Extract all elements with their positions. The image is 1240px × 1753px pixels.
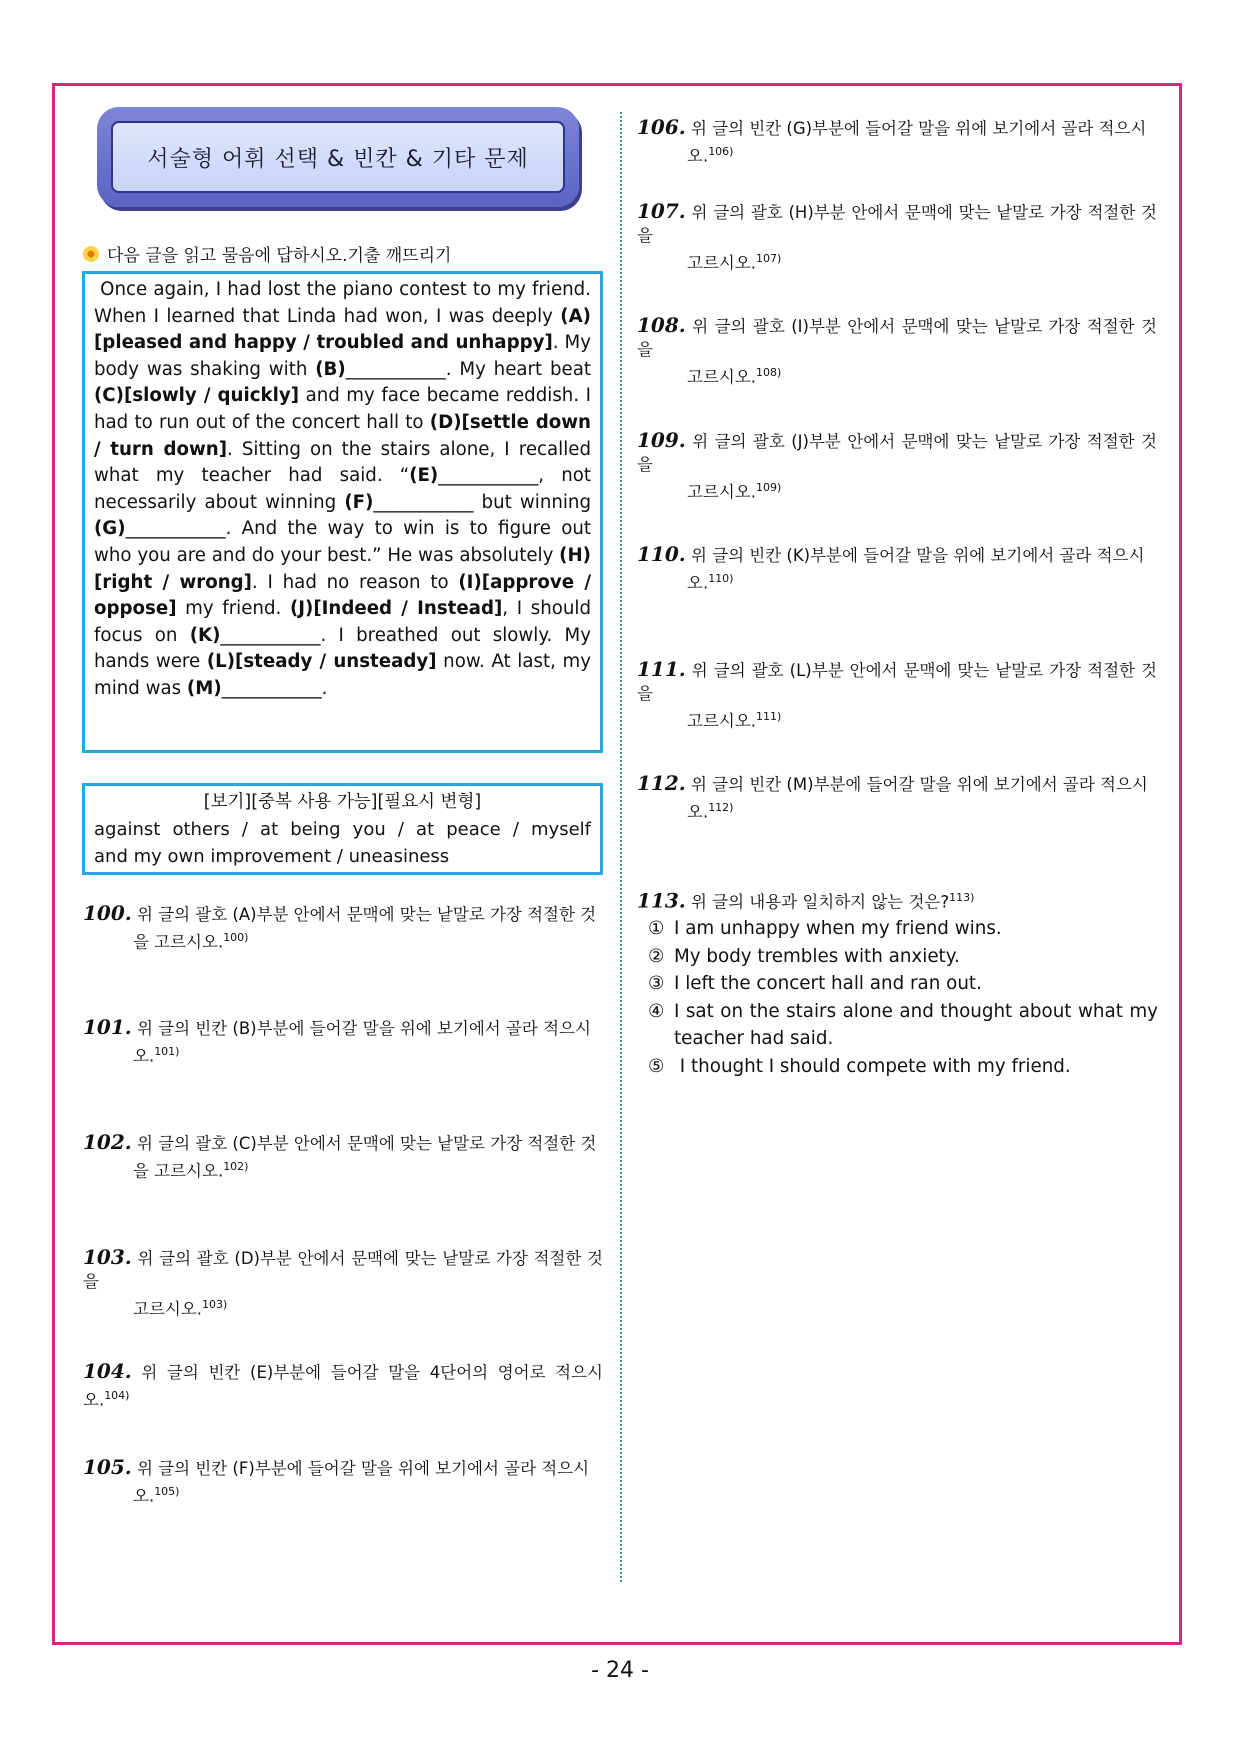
footnote-ref: 102)	[223, 1160, 249, 1173]
footnote-ref: 107)	[756, 252, 782, 265]
flower-icon	[83, 246, 99, 262]
question-text: 오.	[687, 802, 709, 822]
question-number: 104.	[83, 1359, 132, 1383]
choice-d: (D)[settle down / turn down]	[94, 411, 591, 460]
question-102	[83, 1131, 603, 1183]
question-number: 103.	[83, 1245, 132, 1269]
passage-text: . My body was shaking with	[94, 332, 591, 380]
question-text: 오.	[687, 146, 709, 166]
footnote-ref: 109)	[756, 481, 782, 494]
choice-c: (C)[slowly / quickly]	[94, 385, 300, 407]
passage-text: . I had no reason to	[251, 571, 459, 593]
question-text: 을 고르시오.	[133, 932, 224, 952]
blank-g: (G)	[94, 518, 126, 540]
choice-l: (L)[steady / unsteady]	[206, 651, 437, 673]
footnote-ref: 103)	[202, 1298, 228, 1311]
footnote-ref: 108)	[756, 366, 782, 379]
question-112	[637, 772, 1157, 824]
blank-line: ___________	[221, 677, 322, 699]
word-bank-line: against others / at being you / at peace / myself	[94, 819, 591, 840]
question-text: 위 글의 빈칸 (E)부분에 들어갈 말을 4단어의 영어로 적으시오.	[83, 1363, 603, 1410]
question-111	[637, 658, 1157, 733]
passage-text: . My heart beat	[445, 358, 592, 380]
blank-b: (B)	[315, 358, 346, 380]
choice-marker: ③	[648, 973, 665, 994]
blank-line: ___________	[125, 518, 226, 540]
question-text: 위 글의 괄호 (D)부분 안에서 문맥에 맞는 낱말로 가장 적절한 것을	[83, 1249, 603, 1291]
question-number: 111.	[637, 657, 686, 681]
question-number: 107.	[637, 199, 686, 223]
footnote-ref: 111)	[756, 710, 782, 723]
column-divider	[620, 112, 622, 1582]
choice-text: My body trembles with anxiety.	[674, 945, 960, 967]
choice-text: I thought I should compete with my friend.	[674, 1055, 1071, 1077]
question-text: 고르시오.	[687, 253, 757, 273]
passage-text: . And the way to win is to figure out who you are and do your best.” He was absolutely	[94, 518, 591, 566]
passage-text: and my face became reddish. I had to run out of the concert hall to	[94, 385, 591, 433]
passage-text: Once again, I had lost the piano contest to my friend. When I learned that Linda had won, I was deeply	[94, 279, 591, 327]
question-text: 위 글의 괄호 (L)부분 안에서 문맥에 맞는 낱말로 가장 적절한 것을	[637, 661, 1157, 703]
question-text: 오.	[133, 1046, 155, 1066]
question-number: 101.	[83, 1015, 132, 1039]
footnote-ref: 101)	[154, 1045, 180, 1058]
question-101	[83, 1016, 603, 1068]
question-text: 위 글의 내용과 일치하지 않는 것은?	[690, 892, 950, 912]
question-text: 을 고르시오.	[133, 1161, 224, 1181]
word-bank-title: [보기][중복 사용 가능][필요시 변형]	[203, 792, 482, 812]
question-text: 고르시오.	[687, 367, 757, 387]
question-110	[637, 543, 1157, 595]
choice-marker: ⑤	[648, 1055, 665, 1077]
choice-marker: ④	[648, 1000, 665, 1022]
question-109	[637, 429, 1157, 504]
passage-text: my friend.	[176, 598, 290, 620]
choice-text: I am unhappy when my friend wins.	[674, 918, 1002, 939]
reading-passage	[82, 271, 603, 753]
blank-e: (E)	[409, 465, 439, 487]
question-text: 위 글의 괄호 (C)부분 안에서 문맥에 맞는 낱말로 가장 적절한 것	[136, 1134, 597, 1153]
answer-choice[interactable]	[648, 998, 1158, 1053]
footnote-ref: 105)	[154, 1485, 180, 1498]
answer-choice[interactable]	[648, 970, 1158, 998]
question-number: 100.	[83, 901, 132, 925]
question-number: 112.	[637, 771, 686, 795]
question-number: 102.	[83, 1130, 132, 1154]
question-113	[637, 886, 1157, 914]
question-text: 위 글의 빈칸 (M)부분에 들어갈 말을 위에 보기에서 골라 적으시	[690, 775, 1148, 794]
question-text: 고르시오.	[687, 711, 757, 731]
question-108	[637, 314, 1157, 389]
section-title-badge	[97, 107, 579, 207]
question-text: 위 글의 빈칸 (K)부분에 들어갈 말을 위에 보기에서 골라 적으시	[690, 546, 1145, 565]
question-number: 113.	[637, 888, 686, 913]
question-number: 106.	[637, 115, 686, 139]
passage-text: . I breathed out slowly. My hands were	[94, 624, 591, 673]
instruction-text: 다음 글을 읽고 물음에 답하시오.기출 깨뜨리기	[107, 246, 452, 266]
choice-i: (I)[approve / oppose]	[94, 571, 591, 620]
question-100	[83, 902, 603, 954]
passage-text: .	[321, 677, 328, 699]
footnote-ref: 112)	[708, 801, 734, 814]
footnote-ref: 110)	[708, 572, 734, 585]
question-number: 108.	[637, 313, 686, 337]
answer-choice[interactable]	[648, 915, 1158, 943]
choice-marker: ①	[648, 918, 665, 939]
passage-text: but winning	[473, 491, 591, 513]
question-number: 105.	[83, 1455, 132, 1479]
word-bank-box	[82, 783, 603, 875]
question-text: 위 글의 빈칸 (G)부분에 들어갈 말을 위에 보기에서 골라 적으시	[690, 119, 1147, 138]
blank-line: ___________	[373, 491, 474, 513]
page-number: - 24 -	[591, 1658, 649, 1683]
question-number: 109.	[637, 428, 686, 452]
instruction	[83, 241, 451, 266]
question-104	[83, 1360, 603, 1412]
blank-m: (M)	[186, 677, 222, 699]
choice-h: (H)[right / wrong]	[94, 544, 591, 593]
question-106	[637, 116, 1157, 168]
choice-text: I left the concert hall and ran out.	[674, 973, 982, 994]
question-107	[637, 200, 1157, 275]
question-number: 110.	[637, 542, 686, 566]
word-bank-line: and my own improvement / uneasiness	[94, 846, 450, 867]
blank-line: ___________	[220, 624, 321, 646]
question-text: 위 글의 빈칸 (F)부분에 들어갈 말을 위에 보기에서 골라 적으시	[136, 1459, 590, 1478]
question-text: 위 글의 괄호 (I)부분 안에서 문맥에 맞는 낱말로 가장 적절한 것을	[637, 317, 1158, 359]
answer-choice[interactable]	[648, 1053, 1158, 1081]
footnote-ref: 104)	[104, 1389, 130, 1402]
blank-line: ___________	[345, 358, 446, 380]
choice-j: (J)[Indeed / Instead]	[289, 598, 503, 620]
passage-text: . Sitting on the stairs alone, I recalled what my teacher had said. “	[94, 438, 591, 487]
question-105	[83, 1456, 603, 1508]
question-text: 위 글의 괄호 (H)부분 안에서 문맥에 맞는 낱말로 가장 적절한 것을	[637, 203, 1157, 245]
passage-text: , not necessarily about winning	[94, 465, 591, 513]
section-title: 서술형 어휘 선택 & 빈칸 & 기타 문제	[111, 121, 565, 193]
blank-k: (K)	[189, 624, 221, 646]
choice-text: I sat on the stairs alone and thought about what my teacher had said.	[674, 1000, 1158, 1049]
question-text: 오.	[687, 573, 709, 593]
footnote-ref: 113)	[949, 891, 975, 904]
choice-a: (A)[pleased and happy / troubled and unhappy]	[94, 305, 591, 354]
blank-line: ___________	[438, 465, 539, 487]
question-text: 위 글의 빈칸 (B)부분에 들어갈 말을 위에 보기에서 골라 적으시	[136, 1019, 591, 1038]
question-text: 고르시오.	[133, 1299, 203, 1319]
question-103	[83, 1246, 603, 1321]
blank-f: (F)	[344, 491, 374, 513]
question-text: 위 글의 괄호 (J)부분 안에서 문맥에 맞는 낱말로 가장 적절한 것을	[637, 432, 1158, 474]
question-text: 고르시오.	[687, 482, 757, 502]
passage-text: , I should focus on	[94, 598, 592, 646]
question-text: 오.	[133, 1486, 155, 1506]
footnote-ref: 100)	[223, 931, 249, 944]
question-text: 위 글의 괄호 (A)부분 안에서 문맥에 맞는 낱말로 가장 적절한 것	[136, 905, 597, 924]
answer-choices	[648, 915, 1158, 1080]
choice-marker: ②	[648, 945, 665, 967]
footnote-ref: 106)	[708, 145, 734, 158]
answer-choice[interactable]	[648, 943, 1158, 971]
passage-text: now. At last, my mind was	[94, 651, 591, 699]
